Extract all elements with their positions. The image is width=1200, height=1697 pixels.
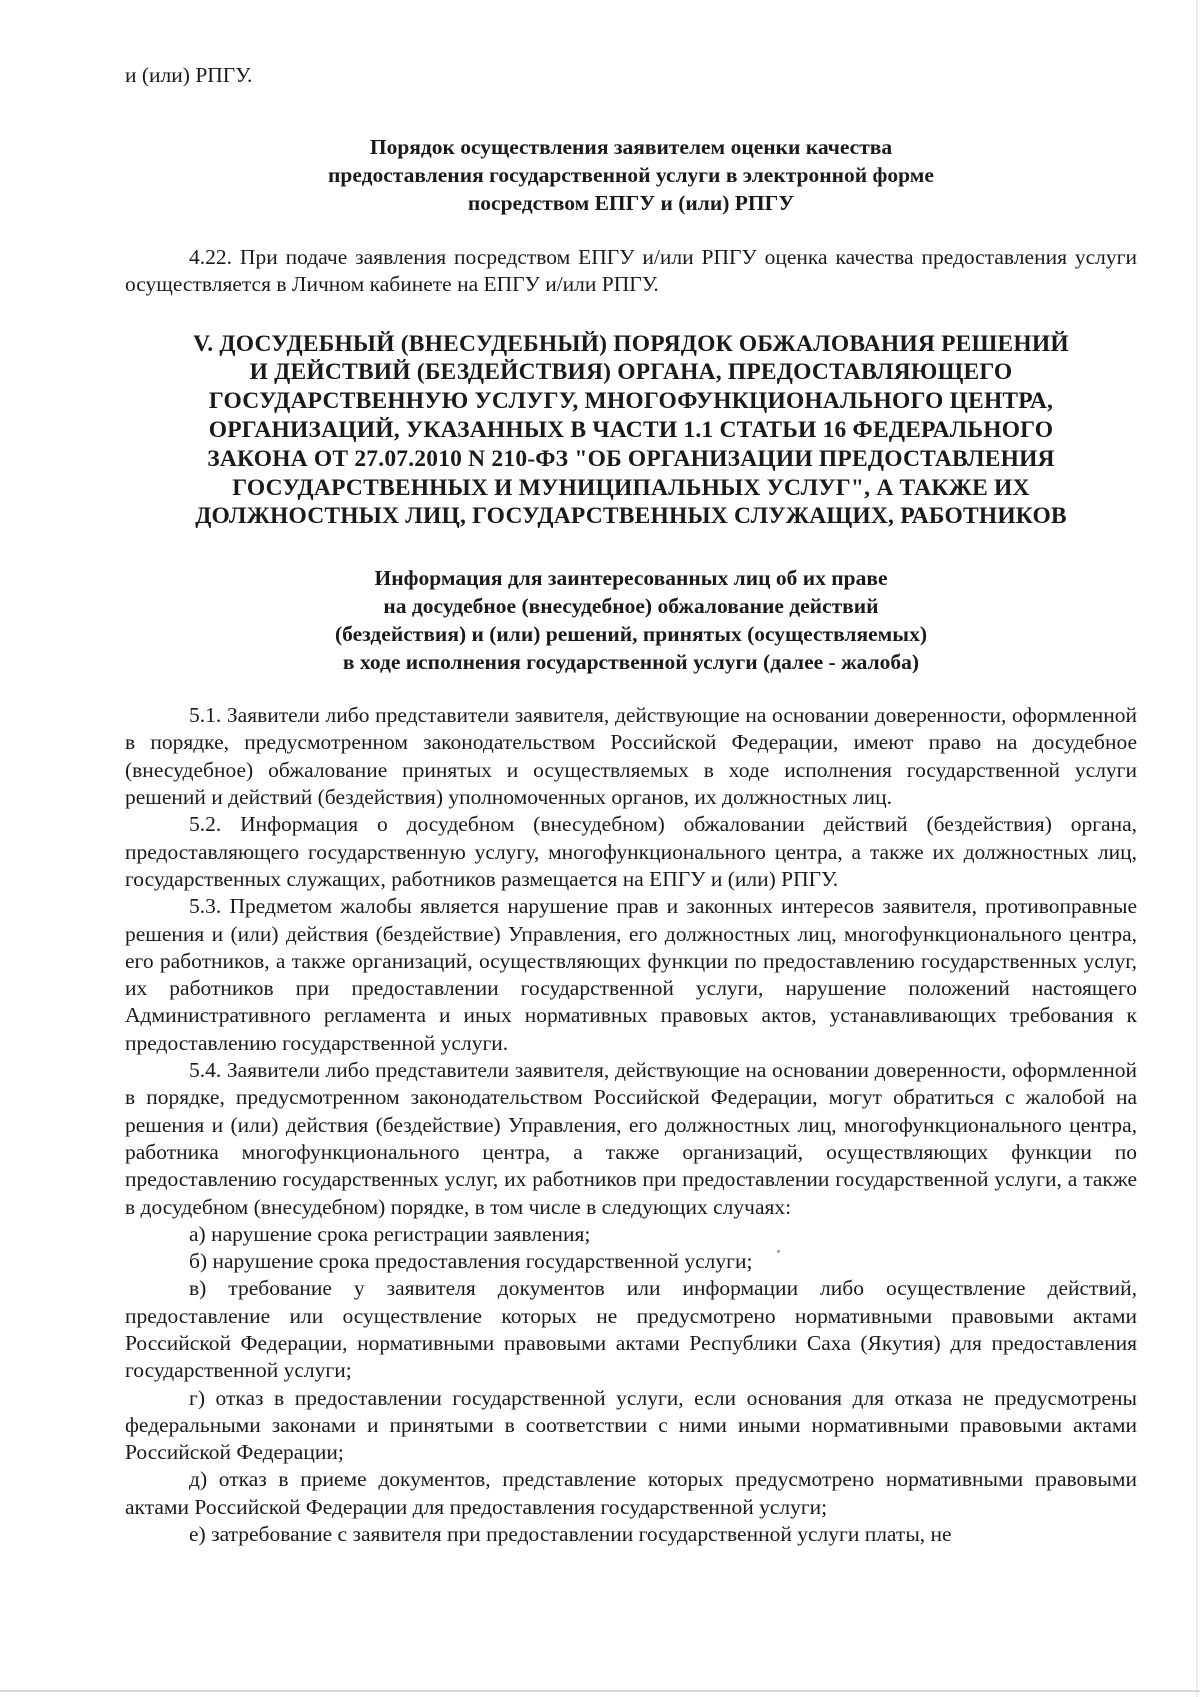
document-body [125, 62, 1137, 1548]
heading-line: ГОСУДАРСТВЕННЫХ И МУНИЦИПАЛЬНЫХ УСЛУГ", А ТАКЖЕ ИХ [232, 474, 1030, 501]
list-item-g: г) отказ в предоставлении государственной услуги, если основания для отказа не предусмотрены федеральными законами и принятыми в соответствии с ними иными нормативными правовыми актами Российской Федерации; [125, 1385, 1137, 1465]
heading-line: в ходе исполнения государственной услуги (далее - жалоба) [342, 650, 920, 675]
quality-assessment-heading [125, 133, 1137, 217]
section-v-heading [125, 330, 1137, 532]
list-item-b: б) нарушение срока предоставления государственной услуги; [189, 1249, 753, 1274]
scan-edge-right [1196, 0, 1198, 1697]
list-item-a: а) нарушение срока регистрации заявления; [189, 1221, 591, 1246]
list-item-v: в) требование у заявителя документов или информации либо осуществление действий, предоставление или осуществление которых не предусмотрено нормативными правовыми актами Российской Федерации, нормативными правовыми актами Республики Саха (Якутия) для предоставления государственной услуги; [125, 1276, 1137, 1383]
paragraph-5-1: 5.1. Заявители либо представители заявителя, действующие на основании доверенности, оформленной в порядке, предусмотренном законодательством Российской Федерации, имеют право на досудебное (внесудебное) обжалование принятых и осуществляемых в ходе исполнения государственной услуги решений и действий (бездействия) уполномоченных органов, их должностных лиц. [125, 703, 1137, 810]
paragraph-5-4: 5.4. Заявители либо представители заявителя, действующие на основании доверенности, оформленной в порядке, предусмотренном законодательством Российской Федерации, могут обратиться с жалобой на решения и (или) действия (бездействие) Управления, его должностных лиц, многофункционального центра, работника многофункционального центра, а также организаций, осуществляющих функции по предоставлению государственных услуг, их работников при предоставлении государственной услуги, а также в досудебном (внесудебном) порядке, в том числе в следующих случаях: [125, 1058, 1137, 1219]
heading-line: на досудебное (внесудебное) обжалование действий [383, 594, 879, 619]
heading-line: V. ДОСУДЕБНЫЙ (ВНЕСУДЕБНЫЙ) ПОРЯДОК ОБЖАЛОВАНИЯ РЕШЕНИЙ [193, 330, 1069, 357]
heading-line: И ДЕЙСТВИЙ (БЕЗДЕЙСТВИЯ) ОРГАНА, ПРЕДОСТАВЛЯЮЩЕГО [249, 359, 1013, 386]
continuation-line: и (или) РПГУ. [125, 63, 253, 87]
heading-line: ДОЛЖНОСТНЫХ ЛИЦ, ГОСУДАРСТВЕННЫХ СЛУЖАЩИХ, РАБОТНИКОВ [195, 503, 1067, 530]
paragraph-4-22: 4.22. При подаче заявления посредством ЕПГУ и/или РПГУ оценка качества предоставления услуги осуществляется в Личном кабинете на ЕПГУ и/или РПГУ. [125, 245, 1137, 297]
heading-line: предоставления государственной услуги в электронной форме [328, 163, 934, 187]
list-item-d: д) отказ в приеме документов, представление которых предусмотрено нормативными правовыми актами Российской Федерации для предоставления государственной услуги; [125, 1467, 1137, 1519]
paragraph-5-3: 5.3. Предметом жалобы является нарушение прав и законных интересов заявителя, противоправные решения и (или) действия (бездействие) Управления, его должностных лиц, многофункционального центра, его работников, а также организаций, осуществляющих функции по предоставлению государственных услуг, их работников при предоставлении государственной услуги, нарушение положений настоящего Административного регламента и иных нормативных правовых актов, устанавливающих требования к предоставлению государственной услуги. [125, 894, 1137, 1055]
paragraph-5-2: 5.2. Информация о досудебном (внесудебном) обжаловании действий (бездействия) органа, предоставляющего государственную услугу, многофункционального центра, а также их должностных лиц, государственных служащих, работников размещается на ЕПГУ и (или) РПГУ. [125, 812, 1137, 891]
heading-line: (бездействия) и (или) решений, принятых (осуществляемых) [334, 622, 927, 647]
scan-edge-bottom [0, 1690, 1200, 1692]
heading-line: Информация для заинтересованных лиц об их праве [374, 566, 888, 591]
list-item-e: е) затребование с заявителя при предоставлении государственной услуги платы, не [189, 1522, 952, 1547]
heading-line: ГОСУДАРСТВЕННУЮ УСЛУГУ, МНОГОФУНКЦИОНАЛЬНОГО ЦЕНТРА, [208, 388, 1054, 415]
heading-line: ЗАКОНА ОТ 27.07.2010 N 210-ФЗ "ОБ ОРГАНИЗАЦИИ ПРЕДОСТАВЛЕНИЯ [207, 445, 1055, 472]
heading-line: ОРГАНИЗАЦИЙ, УКАЗАННЫХ В ЧАСТИ 1.1 СТАТЬИ 16 ФЕДЕРАЛЬНОГО [208, 416, 1054, 443]
scan-speck [777, 1250, 780, 1253]
heading-line: Порядок осуществления заявителем оценки качества [369, 135, 893, 159]
heading-line: посредством ЕПГУ и (или) РПГУ [467, 191, 795, 215]
appeal-info-heading [125, 564, 1137, 676]
